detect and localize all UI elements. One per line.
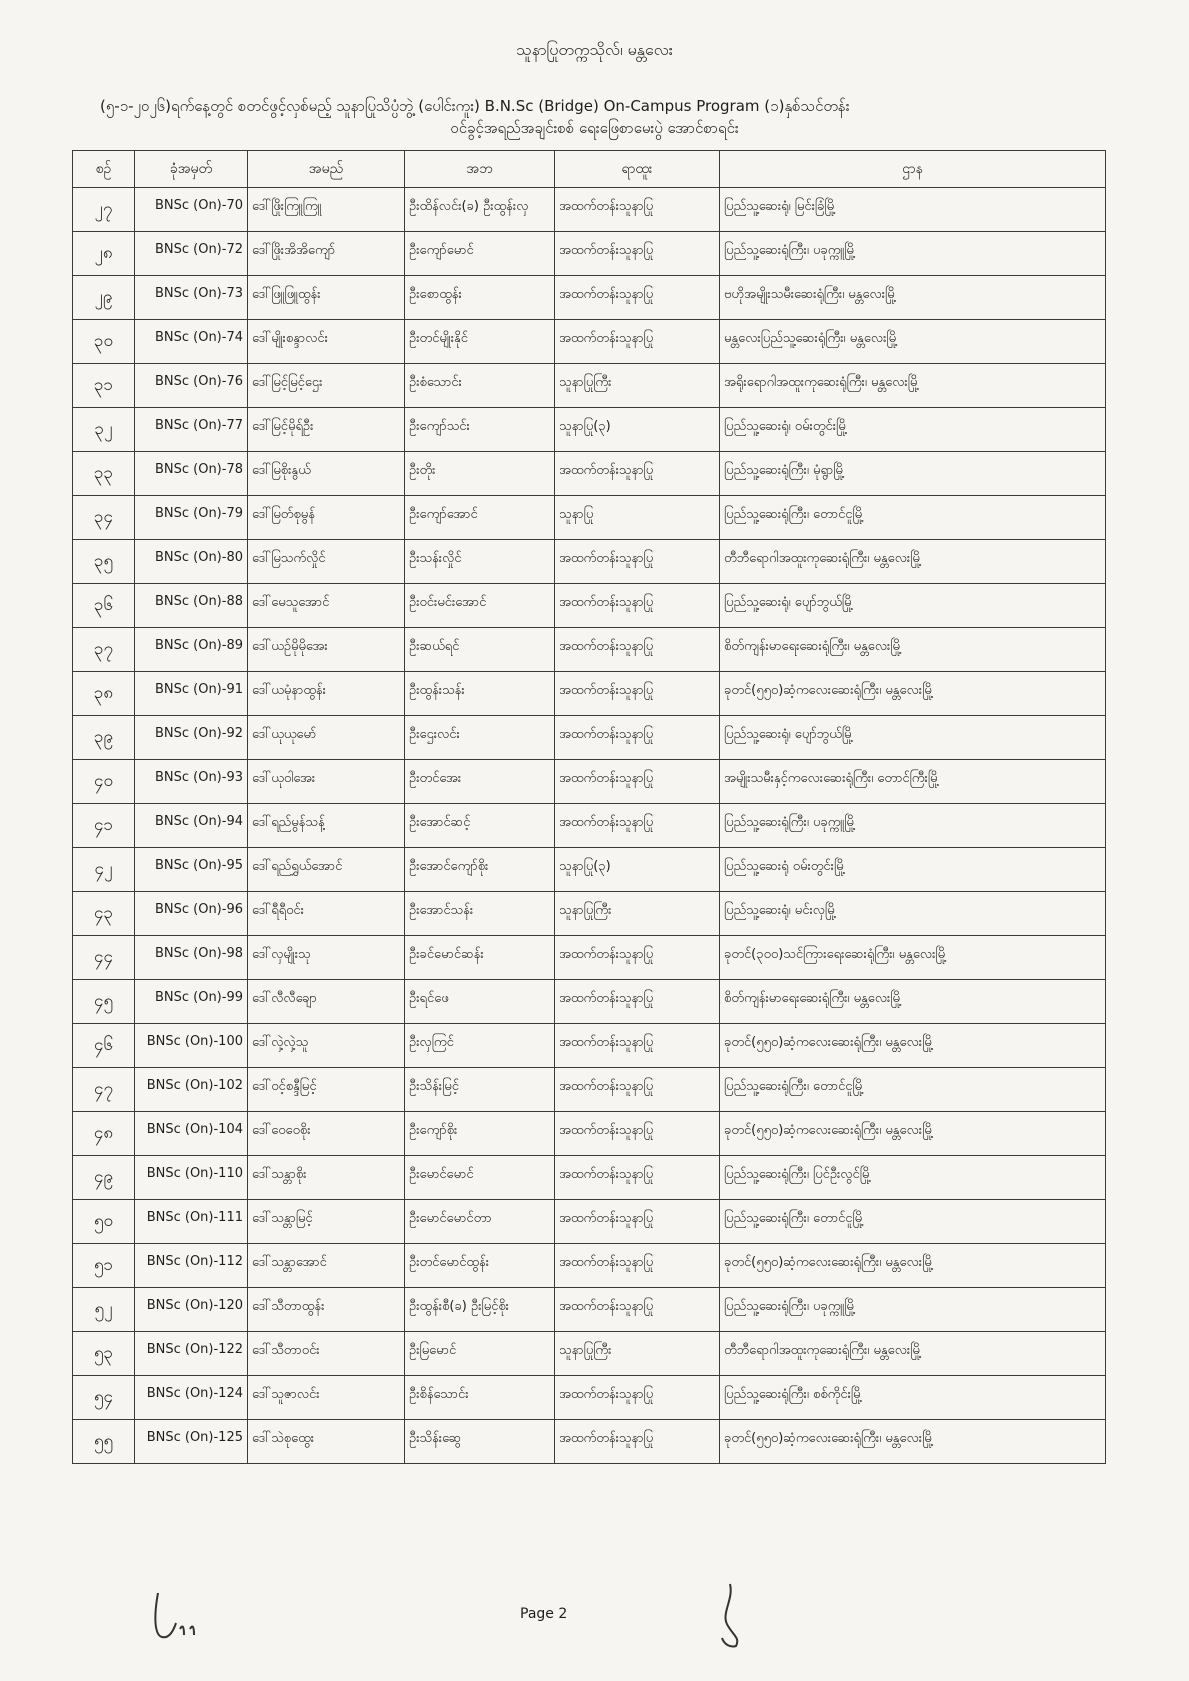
cell-name: ဒေါ်သန္တာအောင် [248,1244,405,1288]
cell-seat: BNSc (On)-73 [135,276,248,320]
cell-position: အထက်တန်းသူနာပြု [555,1200,720,1244]
cell-seat: BNSc (On)-92 [135,716,248,760]
list-title: ဝင်ခွင့်အရည်အချင်းစစ် ရေးဖြေစာမေးပွဲ အောင်စာရင်း [450,119,739,137]
cell-position: သူနာပြုကြီး [555,364,720,408]
cell-no: ၄၉ [73,1156,135,1200]
cell-position: အထက်တန်းသူနာပြု [555,232,720,276]
cell-seat: BNSc (On)-70 [135,188,248,232]
cell-name: ဒေါ်ယမုံနာထွန်း [248,672,405,716]
cell-position: အထက်တန်းသူနာပြု [555,540,720,584]
cell-department: ပြည်သူ့ဆေးရုံကြီး၊ တောင်ငူမြို့ [720,1068,1106,1112]
cell-department: ပြည်သူ့ဆေးရုံကြီး၊ ပခုက္ကူမြို့ [720,232,1106,276]
table-row [73,848,1106,892]
cell-name: ဒေါ်မြင့်မိုရ်ဦး [248,408,405,452]
page-number: Page 2 [520,1606,568,1622]
cell-seat: BNSc (On)-122 [135,1332,248,1376]
cell-father: ဦးတင်မျိုးနိုင် [405,320,555,364]
cell-department: ခုတင်(၅၅၀)ဆံ့ကလေးဆေးရုံကြီး၊ မန္တလေးမြို့ [720,1024,1106,1068]
cell-name: ဒေါ်ရည်မွန်သန့် [248,804,405,848]
cell-position: အထက်တန်းသူနာပြု [555,584,720,628]
cell-seat: BNSc (On)-96 [135,892,248,936]
cell-no: ၃၁ [73,364,135,408]
cell-department: တီဘီရောဂါအထူးကုဆေးရုံကြီး၊ မန္တလေးမြို့ [720,540,1106,584]
cell-no: ၂၉ [73,276,135,320]
cell-department: ပြည်သူ့ဆေးရုံ၊ မြင်းခြံမြို့ [720,188,1106,232]
cell-name: ဒေါ်လှမျိုးသု [248,936,405,980]
cell-name: ဒေါ်ဖြိုးအိအိကျော် [248,232,405,276]
cell-seat: BNSc (On)-89 [135,628,248,672]
table-row [73,1332,1106,1376]
cell-position: အထက်တန်းသူနာပြု [555,276,720,320]
program-title: (၅-၁-၂၀၂၆)ရက်နေ့တွင် စတင်ဖွင့်လှစ်မည့် သူနာပြုသိပ္ပံဘွဲ့ (ပေါင်းကူး) B.N.Sc (Bridge) On-Campus Program (၁)နှစ်သင်တန်း [100,97,850,115]
cell-father: ဦးကျော်အောင် [405,496,555,540]
cell-position: အထက်တန်းသူနာပြု [555,1112,720,1156]
table-row [73,1156,1106,1200]
cell-department: ခုတင်(၃၀၀)သင်ကြားရေးဆေးရုံကြီး၊ မန္တလေးမြို့ [720,936,1106,980]
cell-seat: BNSc (On)-100 [135,1024,248,1068]
signature-left [150,1585,210,1645]
cell-department: ပြည်သူ့ဆေးရုံကြီး၊ တောင်ငူမြို့ [720,1200,1106,1244]
table-row [73,232,1106,276]
cell-position: သူနာပြု(၃) [555,408,720,452]
cell-no: ၃၄ [73,496,135,540]
cell-father: ဦးစောထွန်း [405,276,555,320]
cell-father: ဦးတင်အေး [405,760,555,804]
table-row [73,496,1106,540]
col-header-seat: ခုံအမှတ် [135,151,248,188]
cell-department: ပြည်သူ့ဆေးရုံကြီး၊ စစ်ကိုင်းမြို့ [720,1376,1106,1420]
cell-father: ဦးရင်ဖေ [405,980,555,1024]
cell-seat: BNSc (On)-74 [135,320,248,364]
cell-name: ဒေါ်သီတာဝင်း [248,1332,405,1376]
cell-father: ဦးမြမောင် [405,1332,555,1376]
cell-department: စိတ်ကျန်းမာရေးဆေးရုံကြီး၊ မန္တလေးမြို့ [720,980,1106,1024]
cell-name: ဒေါ်ယုဝါအေး [248,760,405,804]
cell-father: ဦးထွန်းသန်း [405,672,555,716]
cell-father: ဦးမောင်မောင်တာ [405,1200,555,1244]
table-row [73,1112,1106,1156]
cell-no: ၂၇ [73,188,135,232]
col-header-department: ဌာန [720,151,1106,188]
cell-no: ၃၀ [73,320,135,364]
cell-father: ဦးအောင်ဆင့် [405,804,555,848]
cell-father: ဦးစံသောင်း [405,364,555,408]
cell-father: ဦးလှကြင် [405,1024,555,1068]
cell-name: ဒေါ်ယုယုမော် [248,716,405,760]
cell-seat: BNSc (On)-78 [135,452,248,496]
cell-department: ပြည်သူ့ဆေးရုံကြီး၊ ပြင်ဦးလွင်မြို့ [720,1156,1106,1200]
cell-name: ဒေါ်ယဉ်မိုမိုအေး [248,628,405,672]
cell-position: အထက်တန်းသူနာပြု [555,1376,720,1420]
cell-father: ဦးခင်မောင်ဆန်း [405,936,555,980]
cell-father: ဦးမောင်မောင် [405,1156,555,1200]
cell-seat: BNSc (On)-99 [135,980,248,1024]
cell-father: ဦးသိန်းဆွေ [405,1420,555,1464]
cell-no: ၄၅ [73,980,135,1024]
cell-department: ခုတင်(၅၅၀)ဆံ့ကလေးဆေးရုံကြီး၊ မန္တလေးမြို့ [720,1112,1106,1156]
col-header-name: အမည် [248,151,405,188]
cell-no: ၅၃ [73,1332,135,1376]
cell-no: ၄၄ [73,936,135,980]
cell-seat: BNSc (On)-80 [135,540,248,584]
cell-father: ဦးသိန်းမြင့် [405,1068,555,1112]
cell-position: အထက်တန်းသူနာပြု [555,1288,720,1332]
cell-father: ဦးအောင်ကျော်စိုး [405,848,555,892]
cell-no: ၃၃ [73,452,135,496]
col-header-no: စဉ် [73,151,135,188]
table-row [73,1024,1106,1068]
cell-department: ဗဟိုအမျိုးသမီးဆေးရုံကြီး၊ မန္တလေးမြို့ [720,276,1106,320]
table-row [73,628,1106,672]
cell-no: ၅၂ [73,1288,135,1332]
cell-name: ဒေါ်ရီရီဝင်း [248,892,405,936]
cell-seat: BNSc (On)-120 [135,1288,248,1332]
cell-name: ဒေါ်ဝင့်စန္ဒီမြင့် [248,1068,405,1112]
cell-position: အထက်တန်းသူနာပြု [555,1068,720,1112]
signature-right [700,1580,760,1650]
cell-seat: BNSc (On)-102 [135,1068,248,1112]
cell-position: အထက်တန်းသူနာပြု [555,980,720,1024]
cell-position: အထက်တန်းသူနာပြု [555,1024,720,1068]
table-row [73,1420,1106,1464]
cell-seat: BNSc (On)-111 [135,1200,248,1244]
table-row [73,804,1106,848]
cell-father: ဦးထိန်လင်း(ခ) ဦးထွန်းလှ [405,188,555,232]
cell-seat: BNSc (On)-94 [135,804,248,848]
table-row [73,408,1106,452]
cell-department: စိတ်ကျန်းမာရေးဆေးရုံကြီး၊ မန္တလေးမြို့ [720,628,1106,672]
cell-position: သူနာပြု [555,496,720,540]
cell-father: ဦးဌေးလင်း [405,716,555,760]
cell-seat: BNSc (On)-88 [135,584,248,628]
table-row [73,364,1106,408]
cell-name: ဒေါ်သန္တာစိုး [248,1156,405,1200]
cell-department: ပြည်သူ့ဆေးရုံကြီး၊ မုံရွာမြို့ [720,452,1106,496]
cell-seat: BNSc (On)-125 [135,1420,248,1464]
cell-department: ပြည်သူ့ဆေးရုံကြီး၊ တောင်ငူမြို့ [720,496,1106,540]
cell-name: ဒေါ်မြစိုးနွယ် [248,452,405,496]
cell-department: ပြည်သူ့ဆေးရုံကြီး၊ ပခုက္ကူမြို့ [720,804,1106,848]
table-row [73,452,1106,496]
cell-father: ဦးကျော်သင်း [405,408,555,452]
cell-name: ဒေါ်ရည်ရွှယ်အောင် [248,848,405,892]
table-row [73,760,1106,804]
cell-no: ၃၇ [73,628,135,672]
cell-department: အရိုးရောဂါအထူးကုဆေးရုံကြီး၊ မန္တလေးမြို့ [720,364,1106,408]
cell-no: ၄၂ [73,848,135,892]
table-row [73,1244,1106,1288]
cell-name: ဒေါ်မေသူအောင် [248,584,405,628]
cell-father: ဦးဝင်းမင်းအောင် [405,584,555,628]
cell-seat: BNSc (On)-76 [135,364,248,408]
cell-seat: BNSc (On)-79 [135,496,248,540]
cell-no: ၄၀ [73,760,135,804]
table-row [73,584,1106,628]
cell-no: ၄၁ [73,804,135,848]
cell-no: ၄၆ [73,1024,135,1068]
col-header-father: အဘ [405,151,555,188]
cell-seat: BNSc (On)-77 [135,408,248,452]
cell-position: အထက်တန်းသူနာပြု [555,716,720,760]
cell-no: ၄၈ [73,1112,135,1156]
cell-father: ဦးကျော်စိုး [405,1112,555,1156]
cell-department: ခုတင်(၅၅၀)ဆံ့ကလေးဆေးရုံကြီး၊ မန္တလေးမြို့ [720,1420,1106,1464]
cell-seat: BNSc (On)-104 [135,1112,248,1156]
table-row [73,892,1106,936]
cell-position: သူနာပြု(၃) [555,848,720,892]
cell-department: မန္တလေးပြည်သူ့ဆေးရုံကြီး၊ မန္တလေးမြို့ [720,320,1106,364]
cell-seat: BNSc (On)-95 [135,848,248,892]
cell-name: ဒေါ်သူဇာလင်း [248,1376,405,1420]
table-row [73,320,1106,364]
cell-department: ပြည်သူ့ဆေးရုံ၊ ပျော်ဘွယ်မြို့ [720,716,1106,760]
cell-seat: BNSc (On)-98 [135,936,248,980]
cell-name: ဒေါ်မြသက်လှိုင် [248,540,405,584]
cell-department: ခုတင်(၅၅၀)ဆံ့ကလေးဆေးရုံကြီး၊ မန္တလေးမြို့ [720,672,1106,716]
cell-position: သူနာပြုကြီး [555,1332,720,1376]
cell-father: ဦးသန်းလှိုင် [405,540,555,584]
cell-father: ဦးစိန်သောင်း [405,1376,555,1420]
cell-department: ပြည်သူ့ဆေးရုံ၊ မင်းလှမြို့ [720,892,1106,936]
cell-name: ဒေါ်သဲစုထွေး [248,1420,405,1464]
cell-father: ဦးအောင်သန်း [405,892,555,936]
table-row [73,716,1106,760]
cell-no: ၃၉ [73,716,135,760]
cell-position: အထက်တန်းသူနာပြု [555,628,720,672]
cell-department: အမျိုးသမီးနှင့်ကလေးဆေးရုံကြီး၊ တောင်ကြီးမြို့ [720,760,1106,804]
table-row [73,1376,1106,1420]
cell-seat: BNSc (On)-91 [135,672,248,716]
cell-seat: BNSc (On)-93 [135,760,248,804]
cell-no: ၃၈ [73,672,135,716]
cell-no: ၄၃ [73,892,135,936]
cell-father: ဦးထွန်းစီ(ခ) ဦးမြင့်စိုး [405,1288,555,1332]
cell-position: သူနာပြုကြီး [555,892,720,936]
cell-position: အထက်တန်းသူနာပြု [555,1420,720,1464]
cell-no: ၅၄ [73,1376,135,1420]
cell-seat: BNSc (On)-124 [135,1376,248,1420]
cell-position: အထက်တန်းသူနာပြု [555,320,720,364]
cell-position: အထက်တန်းသူနာပြု [555,188,720,232]
cell-seat: BNSc (On)-72 [135,232,248,276]
cell-position: အထက်တန်းသူနာပြု [555,1156,720,1200]
cell-department: ပြည်သူ့ဆေးရုံကြီး၊ ပခုက္ကူမြို့ [720,1288,1106,1332]
cell-department: တီဘီရောဂါအထူးကုဆေးရုံကြီး၊ မန္တလေးမြို့ [720,1332,1106,1376]
table-row [73,672,1106,716]
cell-name: ဒေါ်လှဲ့လှဲ့သူ [248,1024,405,1068]
cell-no: ၃၂ [73,408,135,452]
cell-department: ပြည်သူ့ဆေးရုံ၊ ဝမ်းတွင်းမြို့ [720,408,1106,452]
cell-position: အထက်တန်းသူနာပြု [555,760,720,804]
cell-no: ၂၈ [73,232,135,276]
cell-name: ဒေါ်မျိုးစန္ဒာလင်း [248,320,405,364]
cell-position: အထက်တန်းသူနာပြု [555,452,720,496]
col-header-position: ရာထူး [555,151,720,188]
cell-position: အထက်တန်းသူနာပြု [555,936,720,980]
cell-name: ဒေါ်သီတာထွန်း [248,1288,405,1332]
cell-father: ဦးဆယ်ရင် [405,628,555,672]
cell-name: ဒေါ်ဖြိုးကြူကြူ [248,188,405,232]
cell-father: ဦးတင်မောင်ထွန်း [405,1244,555,1288]
cell-department: ပြည်သူ့ဆေးရုံ၊ ပျော်ဘွယ်မြို့ [720,584,1106,628]
cell-department: ခုတင်(၅၅၀)ဆံ့ကလေးဆေးရုံကြီး၊ မန္တလေးမြို့ [720,1244,1106,1288]
table-row [73,1200,1106,1244]
table-row [73,1288,1106,1332]
cell-father: ဦးကျော်မောင် [405,232,555,276]
cell-no: ၄၇ [73,1068,135,1112]
cell-no: ၃၅ [73,540,135,584]
cell-position: အထက်တန်းသူနာပြု [555,1244,720,1288]
cell-no: ၅၅ [73,1420,135,1464]
table-header-row [73,151,1106,188]
results-table [72,150,1106,1464]
table-row [73,540,1106,584]
cell-name: ဒေါ်မြင့်မြင့်ဌေး [248,364,405,408]
cell-seat: BNSc (On)-112 [135,1244,248,1288]
table-row [73,188,1106,232]
table-row [73,980,1106,1024]
cell-position: အထက်တန်းသူနာပြု [555,804,720,848]
cell-name: ဒေါ်သန္တာမြင့် [248,1200,405,1244]
cell-position: အထက်တန်းသူနာပြု [555,672,720,716]
cell-father: ဦးတိုး [405,452,555,496]
cell-name: ဒေါ်ဖြူဖြူထွန်း [248,276,405,320]
table-row [73,1068,1106,1112]
cell-seat: BNSc (On)-110 [135,1156,248,1200]
cell-no: ၅၁ [73,1244,135,1288]
cell-no: ၃၆ [73,584,135,628]
cell-department: ပြည်သူ့ဆေးရုံ ဝမ်းတွင်းမြို့ [720,848,1106,892]
cell-name: ဒေါ်မြတ်စုမွန် [248,496,405,540]
cell-no: ၅၀ [73,1200,135,1244]
cell-name: ဒေါ်ဝေဝေစိုး [248,1112,405,1156]
table-row [73,936,1106,980]
cell-name: ဒေါ်လီလီချော [248,980,405,1024]
university-title: သူနာပြုတက္ကသိုလ်၊ မန္တလေး [516,40,673,59]
table-row [73,276,1106,320]
